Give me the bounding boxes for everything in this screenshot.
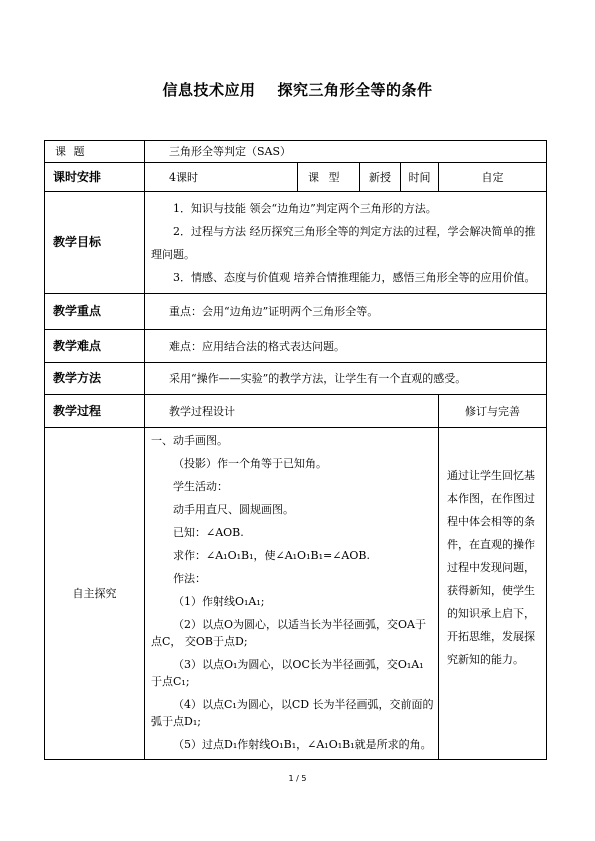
key-points-value: 重点：会用“边角边”证明两个三角形全等。 <box>145 294 547 330</box>
method-value: 采用“操作——实验”的教学方法，让学生有一个直观的感受。 <box>145 363 547 395</box>
topic-label: 课 题 <box>45 141 145 163</box>
schedule-label: 课时安排 <box>45 163 145 192</box>
method-row <box>45 363 547 395</box>
difficulty-row <box>45 330 547 363</box>
topic-value: 三角形全等判定（SAS） <box>145 141 547 163</box>
page-title <box>0 79 595 100</box>
schedule-hours: 4课时 <box>145 163 298 192</box>
lesson-type-label: 课 型 <box>298 163 360 192</box>
time-value: 自定 <box>439 163 547 192</box>
method-label: 教学方法 <box>45 363 145 395</box>
process-label: 教学过程 <box>45 395 145 428</box>
process-line: 动手用直尺、圆规画图。 <box>173 503 294 516</box>
goal-item: 3．情感、态度与价值观 培养合情推理能力，感悟三角形全等的应用价值。 <box>173 270 536 284</box>
key-points-row <box>45 294 547 330</box>
goal-item: 1．知识与技能 领会“边角边”判定两个三角形的方法。 <box>173 201 437 215</box>
process-row <box>45 395 547 428</box>
difficulty-value: 难点：应用结合法的格式表达问题。 <box>145 330 547 363</box>
process-line: （5）过点D₁作射线O₁B₁，∠A₁O₁B₁就是所求的角。 <box>173 738 432 751</box>
process-line: （4）以点C₁为圆心，以CD 长为半径画弧，交前面的弧于点D₁; <box>151 698 434 728</box>
process-line: 一、动手画图。 <box>151 434 228 447</box>
title-part-2: 探究三角形全等的条件 <box>277 81 433 99</box>
process-line: 学生活动： <box>173 480 228 493</box>
schedule-row <box>45 163 547 192</box>
goals-label: 教学目标 <box>45 192 145 294</box>
process-line: （2）以点O为圆心，以适当长为半径画弧，交OA于点C， 交OB于点D; <box>151 618 426 648</box>
revise-note: 通过让学生回忆基本作图，在作图过程中体会相等的条件，在直观的操作过程中发现问题，获得新知，使学生的知识承上启下，开拓思维，发展探究新知的能力。 <box>447 469 535 666</box>
lesson-type-value: 新授 <box>360 163 401 192</box>
explore-label: 自主探究 <box>45 428 145 760</box>
time-label: 时间 <box>401 163 439 192</box>
process-line: 作法： <box>173 572 206 585</box>
page-number: 1 / 5 <box>288 774 307 783</box>
difficulty-label: 教学难点 <box>45 330 145 363</box>
topic-row <box>45 141 547 163</box>
process-line: （3）以点O₁为圆心，以OC长为半径画弧，交O₁A₁于点C₁; <box>151 658 424 688</box>
goals-row <box>45 192 547 294</box>
process-line: （1）作射线O₁A₁; <box>173 595 265 608</box>
process-line: 已知：∠AOB. <box>173 526 244 539</box>
lesson-plan-table <box>44 140 546 760</box>
goal-item: 2．过程与方法 经历探究三角形全等的判定方法的过程，学会解决简单的推理问题。 <box>151 224 536 261</box>
process-line: （投影）作一个角等于已知角。 <box>173 457 327 470</box>
key-points-label: 教学重点 <box>45 294 145 330</box>
title-part-1: 信息技术应用 <box>162 81 256 99</box>
process-design-label: 教学过程设计 <box>145 395 439 428</box>
revise-label: 修订与完善 <box>439 395 547 428</box>
explore-row <box>45 428 547 760</box>
process-line: 求作：∠A₁O₁B₁，使∠A₁O₁B₁=∠AOB. <box>173 549 370 562</box>
